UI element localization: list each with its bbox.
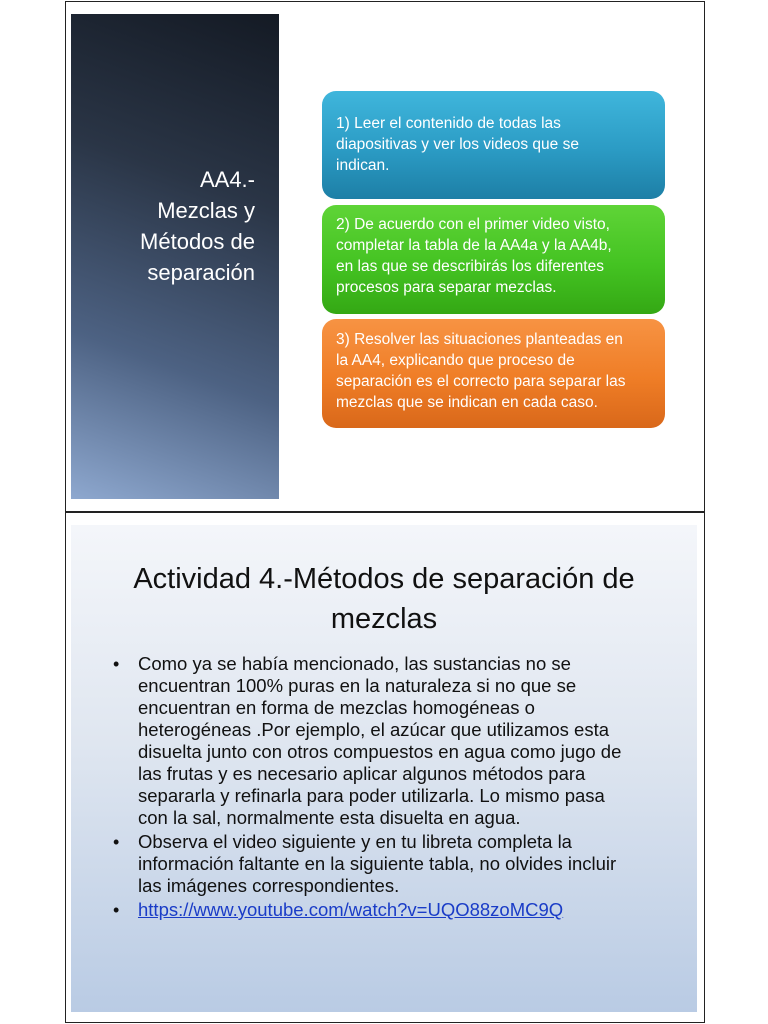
task-2-line: en las que se describirás los diferentes bbox=[336, 258, 604, 275]
bullet-line: las imágenes correspondientes. bbox=[138, 875, 400, 896]
title-line: mezclas bbox=[330, 603, 438, 635]
bullet-item-link bbox=[113, 899, 683, 921]
task-2-box bbox=[322, 205, 665, 314]
task-3-line: la AA4, explicando que proceso de bbox=[336, 352, 575, 369]
task-2-line: 2) De acuerdo con el primer video visto, bbox=[336, 216, 610, 233]
bullet-line: heterogéneas .Por ejemplo, el azúcar que utilizamos esta bbox=[138, 719, 609, 740]
bullet-line: con la sal, normalmente esta disuelta en agua. bbox=[138, 807, 521, 828]
title-line: AA4.- bbox=[199, 167, 255, 192]
slide-1-title bbox=[75, 164, 255, 288]
bullet-line: las frutas y es necesario aplicar algunos métodos para bbox=[138, 763, 586, 784]
task-3-box bbox=[322, 319, 665, 428]
bullet-line: información faltante en la siguiente tabla, no olvides incluir bbox=[138, 853, 617, 874]
bullet-line: encuentran 100% puras en la naturaleza si no que se bbox=[138, 675, 577, 696]
bullet-line: disuelta junto con otros compuestos en agua como jugo de bbox=[138, 741, 622, 762]
task-1-box bbox=[322, 91, 665, 199]
bullet-item bbox=[113, 831, 683, 897]
title-line: Métodos de bbox=[140, 229, 255, 254]
title-panel bbox=[71, 14, 279, 499]
task-3-line: mezclas que se indican en cada caso. bbox=[336, 394, 598, 411]
bullet-line: • Observa el video siguiente y en tu libreta completa la bbox=[138, 831, 572, 852]
title-line: Mezclas y bbox=[157, 198, 255, 223]
slide-2-title bbox=[71, 559, 697, 639]
bullet-item bbox=[113, 653, 683, 829]
task-2-line: completar la tabla de la AA4a y la AA4b, bbox=[336, 237, 612, 254]
bullet-line: separarla y refinarla para poder utilizarla. Lo mismo pasa bbox=[138, 785, 605, 806]
task-2-line: procesos para separar mezclas. bbox=[336, 279, 557, 296]
slide-1 bbox=[65, 1, 705, 512]
title-line: Actividad 4.-Métodos de separación de bbox=[133, 563, 635, 595]
youtube-video-link[interactable]: https://www.youtube.com/watch?v=UQO88zoMC9Q bbox=[138, 899, 564, 920]
task-1-line: indican. bbox=[336, 157, 390, 174]
bullet-line: • Como ya se había mencionado, las sustancias no se bbox=[138, 653, 571, 674]
task-3-line: 3) Resolver las situaciones planteadas en bbox=[336, 331, 623, 348]
task-1-line: 1) Leer el contenido de todas las bbox=[336, 115, 561, 132]
slide-2-background bbox=[71, 525, 697, 1012]
bullet-list bbox=[113, 653, 683, 923]
slide-2 bbox=[65, 512, 705, 1023]
task-1-line: diapositivas y ver los videos que se bbox=[336, 136, 579, 153]
title-line: separación bbox=[147, 260, 255, 285]
bullet-line: encuentran en forma de mezclas homogéneas o bbox=[138, 697, 535, 718]
task-3-line: separación es el correcto para separar las bbox=[336, 373, 626, 390]
